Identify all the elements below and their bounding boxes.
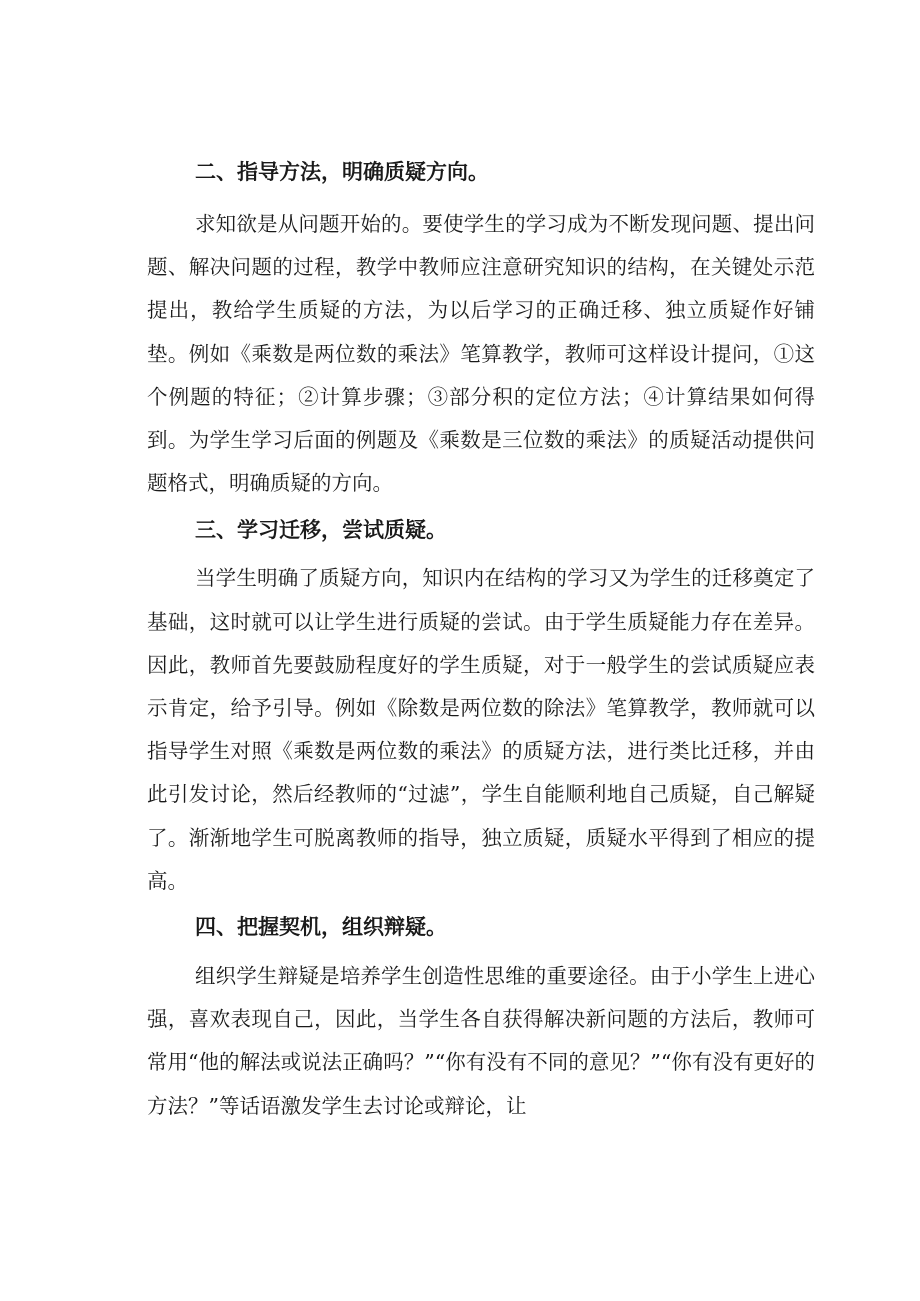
section-paragraph-2: 求知欲是从问题开始的。要使学生的学习成为不断发现问题、提出问题、解决问题的过程，教学中教师应注意研究知识的结构，在关键处示范提出，教给学生质疑的方法，为以后学习的正确迁移、独立质疑作好铺垫。例如《乘数是两位数的乘法》笔算教学，教师可这样设计提问，①这个例题的特征；②计算步骤；③部分积的定位方法；④计算结果如何得到。为学生学习后面的例题及《乘数是三位数的乘法》的质疑活动提供问题格式，明确质疑的方向。 [147, 212, 815, 496]
section-paragraph-3: 当学生明确了质疑方向，知识内在结构的学习又为学生的迁移奠定了基础，这时就可以让学生进行质疑的尝试。由于学生质疑能力存在差异。因此，教师首先要鼓励程度好的学生质疑，对于一般学生的尝试质疑应表示肯定，给予引导。例如《除数是两位数的除法》笔算教学，教师就可以指导学生对照《乘数是两位数的乘法》的质疑方法，进行类比迁移，并由此引发讨论，然后经教师的“过滤”，学生自能顺利地自己质疑，自己解疑了。渐渐地学生可脱离教师的指导，独立质疑，质疑水平得到了相应的提高。 [147, 566, 815, 893]
section-heading-4: 四、把握契机，组织辩疑。 [195, 915, 447, 940]
section-heading-3: 三、学习迁移，尝试质疑。 [195, 518, 447, 543]
section-heading-2: 二、指导方法，明确质疑方向。 [195, 160, 489, 184]
document-body [147, 158, 815, 1128]
section-paragraph-4: 组织学生辩疑是培养学生创造性思维的重要途径。由于小学生上进心强，喜欢表现自己，因此，当学生各自获得解决新问题的方法后，教师可常用“他的解法或说法正确吗？”“你有没有不同的意见？”“你有没有更好的方法？”等话语激发学生去讨论或辩论，让 [147, 964, 815, 1118]
